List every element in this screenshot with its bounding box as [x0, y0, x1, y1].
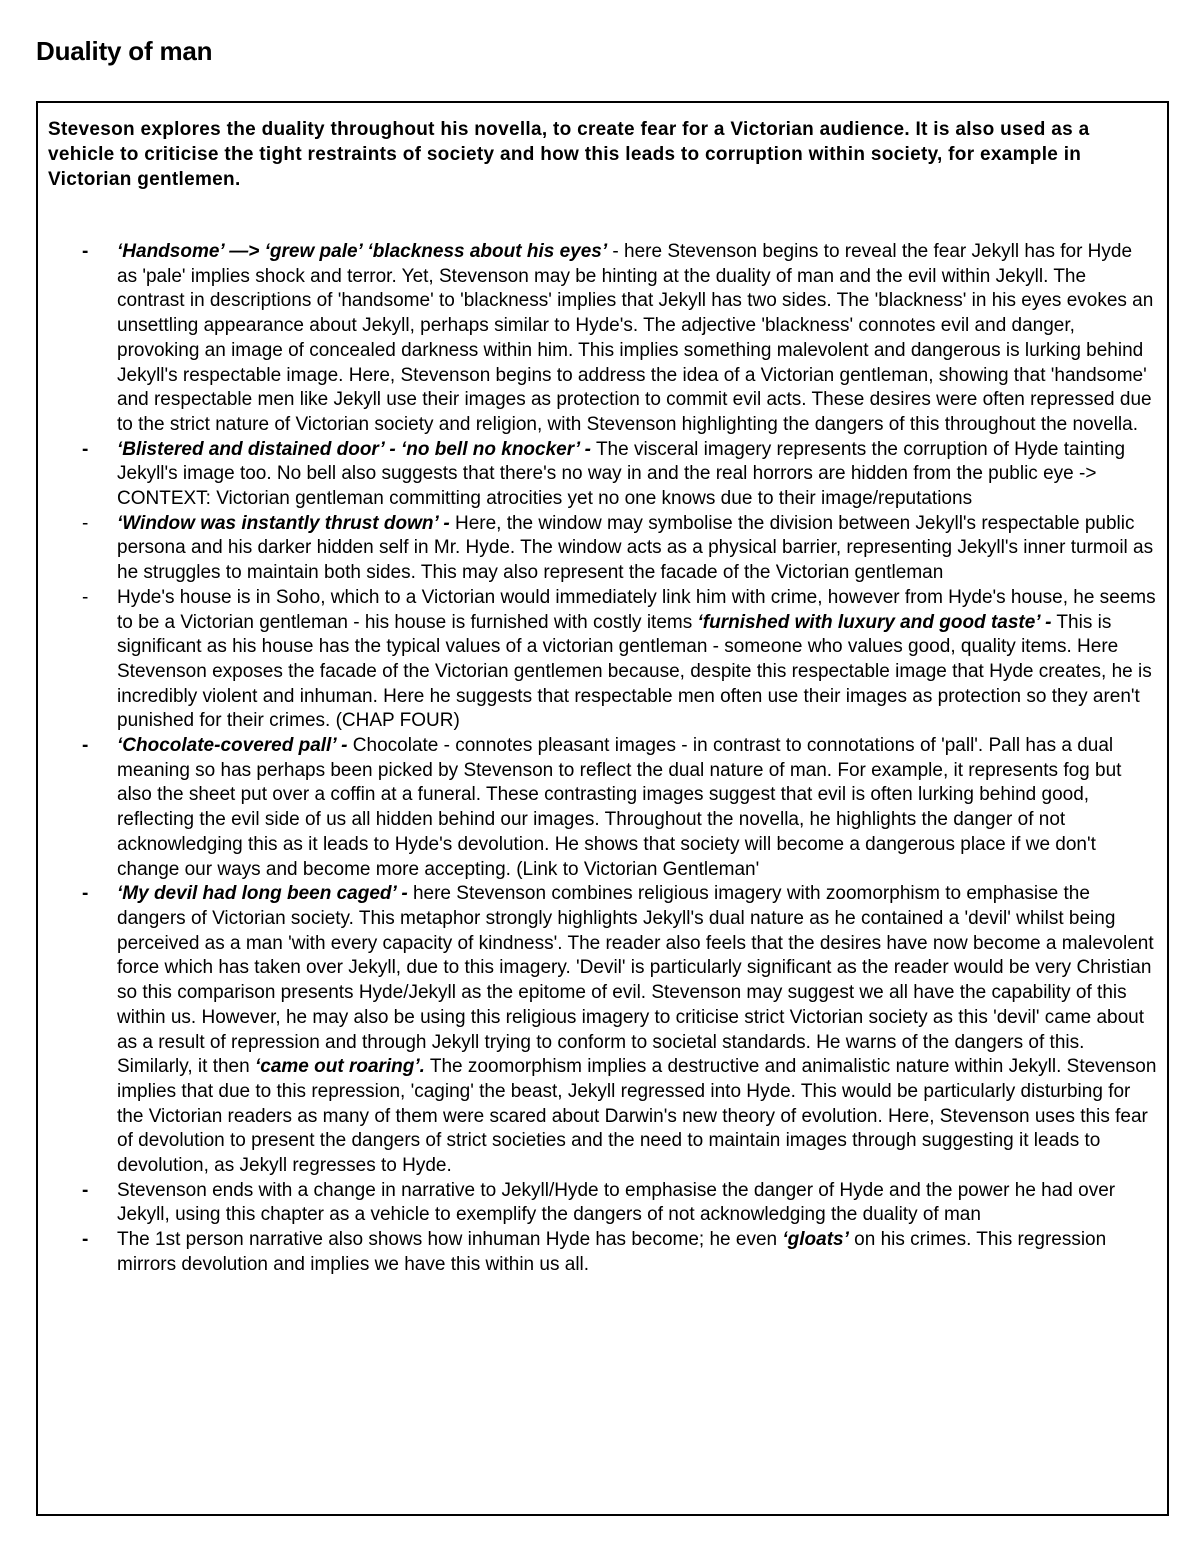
analysis-text: The 1st person narrative also shows how inhuman Hyde has become; he even	[117, 1229, 783, 1251]
quotation: ‘Blistered and distained door’ - ‘no bell no knocker’ -	[117, 438, 592, 460]
quotation: ‘furnished with luxury and good taste’ -	[697, 611, 1052, 633]
bullet-item	[38, 882, 1163, 1178]
quotation: ‘My devil had long been caged’ -	[117, 883, 408, 905]
bullet-dash: -	[82, 883, 89, 905]
quotation: ‘Chocolate-covered pall’ -	[117, 735, 348, 757]
bullet-dash: -	[82, 735, 89, 757]
bullet-item	[38, 1228, 1163, 1277]
bullet-item	[38, 1179, 1163, 1228]
bullet-item	[38, 438, 1163, 512]
bullet-item	[38, 586, 1163, 734]
quotation: ‘Window was instantly thrust down’ -	[117, 512, 450, 534]
bullet-item	[38, 240, 1163, 438]
analysis-text: The visceral imagery represents the corruption of Hyde tainting Jekyll's image too. No bell also suggests that there's no way in and the real horrors are hidden from the public eye -> CONTEXT: Victorian gentleman committing atrocities yet no one knows due to their image/reputations	[117, 438, 1126, 510]
analysis-text: on his crimes. This regression mirrors devolution and implies we have this within us all.	[117, 1229, 1107, 1275]
analysis-text: - here Stevenson begins to reveal the fear Jekyll has for Hyde as 'pale' implies shock and terror. Yet, Stevenson may be hinting at the duality of man and the evil within Jekyll. The contrast in descriptions of 'handsome' to 'blackness' implies that Jekyll has two sides. The 'blackness' in his eyes evokes an unsettling appearance about Jekyll, perhaps similar to Hyde's. The adjective 'blackness' connotes evil and danger, provoking an image of concealed darkness within him. This implies something malevolent and dangerous is lurking behind Jekyll's respectable image. Here, Stevenson begins to address the idea of a Victorian gentleman, showing that 'handsome' and respectable men like Jekyll use their images as protection to commit evil acts. These desires were often repressed due to the strict nature of Victorian society and religion, with Stevenson highlighting the dangers of this throughout the novella.	[117, 241, 1154, 435]
analysis-text: Chocolate - connotes pleasant images - in contrast to connotations of 'pall'. Pall has a dual meaning so has perhaps been picked by Stevenson to reflect the dual nature of man. For example, it represents fog but also the sheet put over a coffin at a funeral. These contrasting images suggest that evil is often lurking behind good, reflecting the evil side of us all hidden behind our images. Throughout the novella, he highlights the danger of not acknowledging this as it leads to Hyde's devolution. He shows that society will become a dangerous place if we don't change our ways and become more accepting. (Link to Victorian Gentleman'	[117, 735, 1122, 880]
analysis-text: The zoomorphism implies a destructive and animalistic nature within Jekyll. Stevenson implies that due to this repression, 'caging' the beast, Jekyll regressed into Hyde. This would be particularly disturbing for the Victorian readers as many of them were scared about Darwin's new theory of evolution. Here, Stevenson uses this fear of devolution to present the dangers of strict societies and the need to maintain images through suggesting it leads to devolution, as Jekyll regresses to Hyde.	[117, 1056, 1157, 1177]
intro-paragraph: Steveson explores the duality throughout his novella, to create fear for a Victorian audience. It is also used as a vehicle to criticise the tight restraints of society and how this leads to corruption within society, for example in Victorian gentlemen.	[48, 119, 1090, 190]
bullet-dash: -	[82, 1229, 89, 1251]
page-title: Duality of man	[36, 36, 213, 66]
analysis-text: This is significant as his house has the typical values of a victorian gentleman - someone who values good, quality items. Here Stevenson exposes the facade of the Victorian gentlemen because, despite this respectable image that Hyde creates, he is incredibly violent and inhuman. Here he suggests that respectable men often use their images as protection so they aren't punished for their crimes. (CHAP FOUR)	[117, 611, 1152, 732]
bullet-dash: -	[82, 241, 89, 262]
quotation: ‘came out roaring’.	[254, 1056, 425, 1078]
quotation: ‘gloats’	[782, 1229, 849, 1251]
bullet-dash: -	[82, 1179, 89, 1201]
bullet-list	[38, 240, 1163, 1278]
analysis-text: Here, the window may symbolise the division between Jekyll's respectable public persona and his darker hidden self in Mr. Hyde. The window acts as a physical barrier, representing Jekyll's inner turmoil as he struggles to maintain both sides. This may also represent the facade of the Victorian gentleman	[117, 512, 1154, 584]
analysis-text: Stevenson ends with a change in narrative to Jekyll/Hyde to emphasise the danger of Hyde and the power he had over Jekyll, using this chapter as a vehicle to exemplify the dangers of not acknowledging the duality of man	[117, 1179, 1116, 1226]
bullet-dash: -	[82, 586, 89, 608]
bullet-dash: -	[82, 512, 89, 534]
analysis-text: here Stevenson combines religious imagery with zoomorphism to emphasise the dangers of Victorian society. This metaphor strongly highlights Jekyll's dual nature as he contained a 'devil' whilst being perceived as a man 'with every capacity of kindness'. The reader also feels that the desires have now become a malevolent force which has taken over Jekyll, due to this imagery. 'Devil' is particularly significant as the reader would be very Christian so this comparison presents Hyde/Jekyll as the epitome of evil. Stevenson may suggest we all have the capability of this within us. However, he may also be using this religious imagery to criticise strict Victorian society as this 'devil' came about as a result of repression and through Jekyll trying to conform to societal standards. He warns of the dangers of this. Similarly, it then	[117, 883, 1154, 1078]
bullet-item	[38, 734, 1163, 882]
analysis-text: Hyde's house is in Soho, which to a Victorian would immediately link him with crime, however from Hyde's house, he seems to be a Victorian gentleman - his house is furnished with costly items	[117, 586, 1156, 633]
quotation: ‘Handsome’ —> ‘grew pale’ ‘blackness about his eyes’	[117, 241, 608, 262]
notes-box	[36, 101, 1169, 1516]
bullet-dash: -	[82, 438, 89, 460]
bullet-item	[38, 512, 1163, 586]
